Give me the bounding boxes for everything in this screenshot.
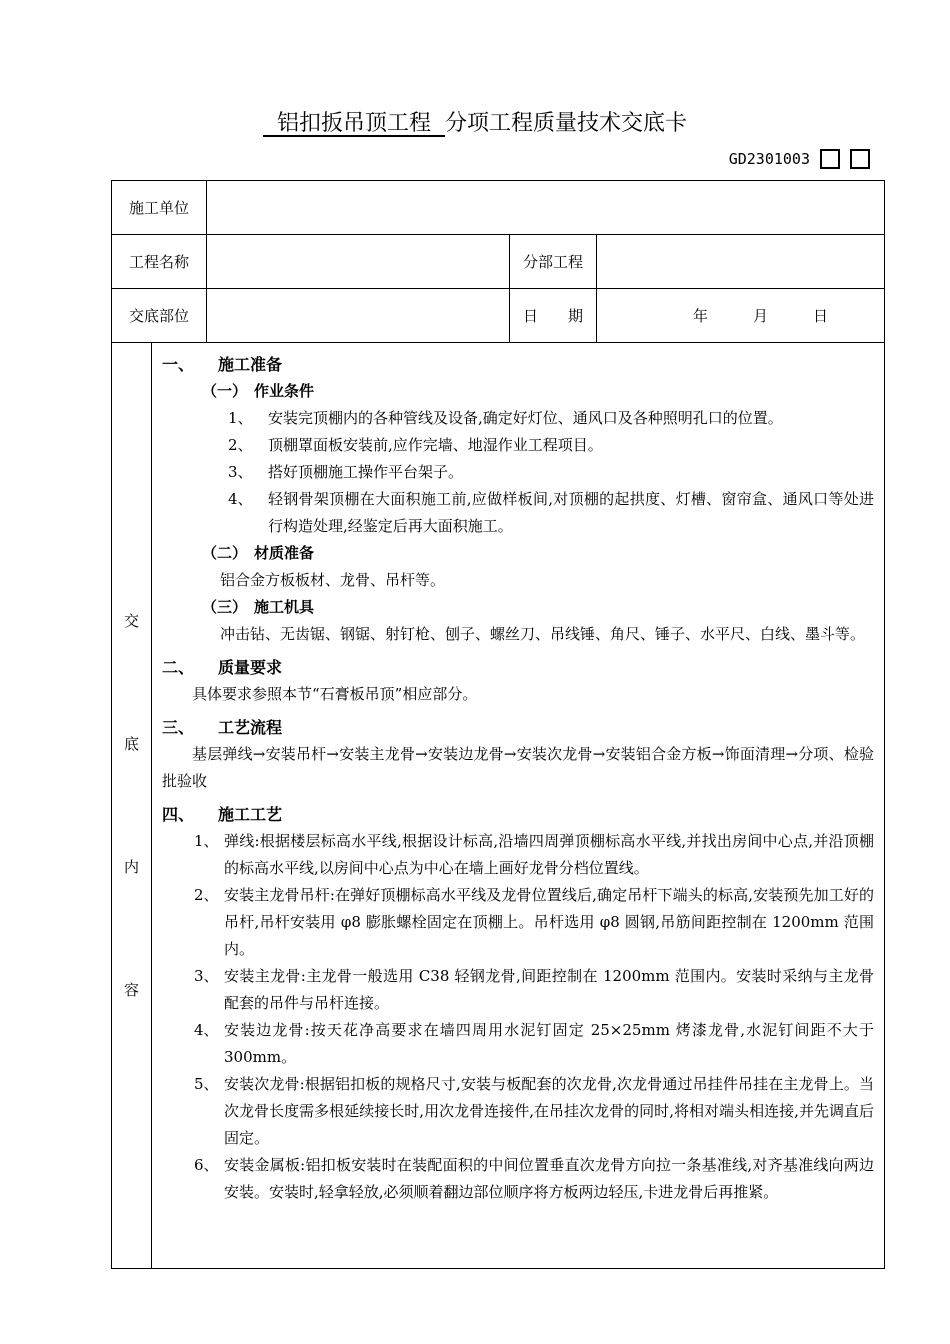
list-item: 4、 轻钢骨架顶棚在大面积施工前,应做样板间,对顶棚的起拱度、灯槽、窗帘盒、通风口等处进行构造处理,经鉴定后再大面积施工。 <box>228 490 875 535</box>
project-label: 工程名称 <box>112 235 207 289</box>
paragraph: 冲击钻、无齿锯、钢锯、射钉枪、刨子、螺丝刀、吊线锤、角尺、锤子、水平尺、白线、墨斗等。 <box>220 625 866 643</box>
content-label-char: 底 <box>123 734 139 753</box>
list-item: 1、 弹线:根据楼层标高水平线,根据设计标高,沿墙四周弹顶棚标高水平线,并找出房间中心点,并沿顶棚的标高水平线,以房间中心点为中心在墙上画好龙骨分档位置线。 <box>194 832 875 877</box>
list-item: 3、 搭好顶棚施工操作平台架子。 <box>228 463 464 481</box>
list-item: 1、 安装完顶棚内的各种管线及设备,确定好灯位、通风口及各种照明孔口的位置。 <box>228 409 783 427</box>
unit-value[interactable] <box>207 181 885 235</box>
list-item: 2、 安装主龙骨吊杆:在弹好顶棚标高水平线及龙骨位置线后,确定吊杆下端头的标高,安装预先加工好的吊杆,吊杆安装用 φ8 膨胀螺栓固定在顶棚上。吊杆选用 φ8 圆钢,吊筋间距控制在 1200mm 范围内。 <box>194 886 875 958</box>
paragraph: 基层弹线→安装吊杆→安装主龙骨→安装边龙骨→安装次龙骨→安装铝合金方板→饰面清理→分项、检验批验收 <box>162 745 875 790</box>
paragraph: 铝合金方板板材、龙骨、吊杆等。 <box>220 571 446 589</box>
section-heading: 一、 施工准备 <box>162 355 283 374</box>
date-value[interactable]: 年 月 日 <box>597 289 885 343</box>
content-label-char: 容 <box>123 980 139 999</box>
list-item: 6、 安装金属板:铝扣板安装时在装配面积的中间位置垂直次龙骨方向拉一条基准线,对齐基准线向两边安装。安装时,轻拿轻放,必须顺着翻边部位顺序将方板两边轻压,卡进龙骨后再推紧。 <box>194 1156 875 1201</box>
subsection-heading: （三） 施工机具 <box>202 598 315 616</box>
checkbox-1[interactable] <box>820 149 840 169</box>
section-heading: 四、 施工工艺 <box>162 805 283 824</box>
unit-label: 施工单位 <box>112 181 207 235</box>
subsection-heading: （一） 作业条件 <box>202 382 315 400</box>
code-row <box>729 146 870 172</box>
document-code: GD2301003 <box>728 150 810 168</box>
date-label: 日 期 <box>510 289 597 343</box>
content-body <box>152 343 885 1269</box>
subsection-heading: （二） 材质准备 <box>202 544 315 562</box>
checkbox-2[interactable] <box>850 149 870 169</box>
content-label-char: 内 <box>123 857 139 876</box>
project-name: 铝扣扳吊顶工程 <box>263 111 445 136</box>
section-heading: 三、 工艺流程 <box>162 718 283 737</box>
list-item: 2、 顶棚罩面板安装前,应作完墙、地湿作业工程项目。 <box>228 436 603 454</box>
content-label <box>112 343 152 1269</box>
list-item: 4、 安装边龙骨:按天花净高要求在墙四周用水泥钉固定 25×25mm 烤漆龙骨,水泥钉间距不大于 300mm。 <box>194 1021 875 1066</box>
project-value[interactable] <box>207 235 510 289</box>
disclosure-table <box>111 180 885 1269</box>
section-heading: 二、 质量要求 <box>162 658 283 677</box>
title-rest: 分项工程质量技术交底卡 <box>444 111 687 136</box>
sub-value[interactable] <box>597 235 885 289</box>
list-item: 3、 安装主龙骨:主龙骨一般选用 C38 轻钢龙骨,间距控制在 1200mm 范围内。安装时采纳与主龙骨配套的吊件与吊杆连接。 <box>194 967 875 1012</box>
sub-label: 分部工程 <box>510 235 597 289</box>
list-item: 5、 安装次龙骨:根据铝扣板的规格尺寸,安装与板配套的次龙骨,次龙骨通过吊挂件吊挂在主龙骨上。当次龙骨长度需多根延续接长时,用次龙骨连接件,在吊挂次龙骨的同时,将相对端头相连接,并先调直后固定。 <box>194 1075 875 1147</box>
paragraph: 具体要求参照本节“石膏板吊顶”相应部分。 <box>192 685 478 703</box>
location-value[interactable] <box>207 289 510 343</box>
document-title <box>0 106 950 137</box>
content-label-char: 交 <box>123 611 139 630</box>
location-label: 交底部位 <box>112 289 207 343</box>
